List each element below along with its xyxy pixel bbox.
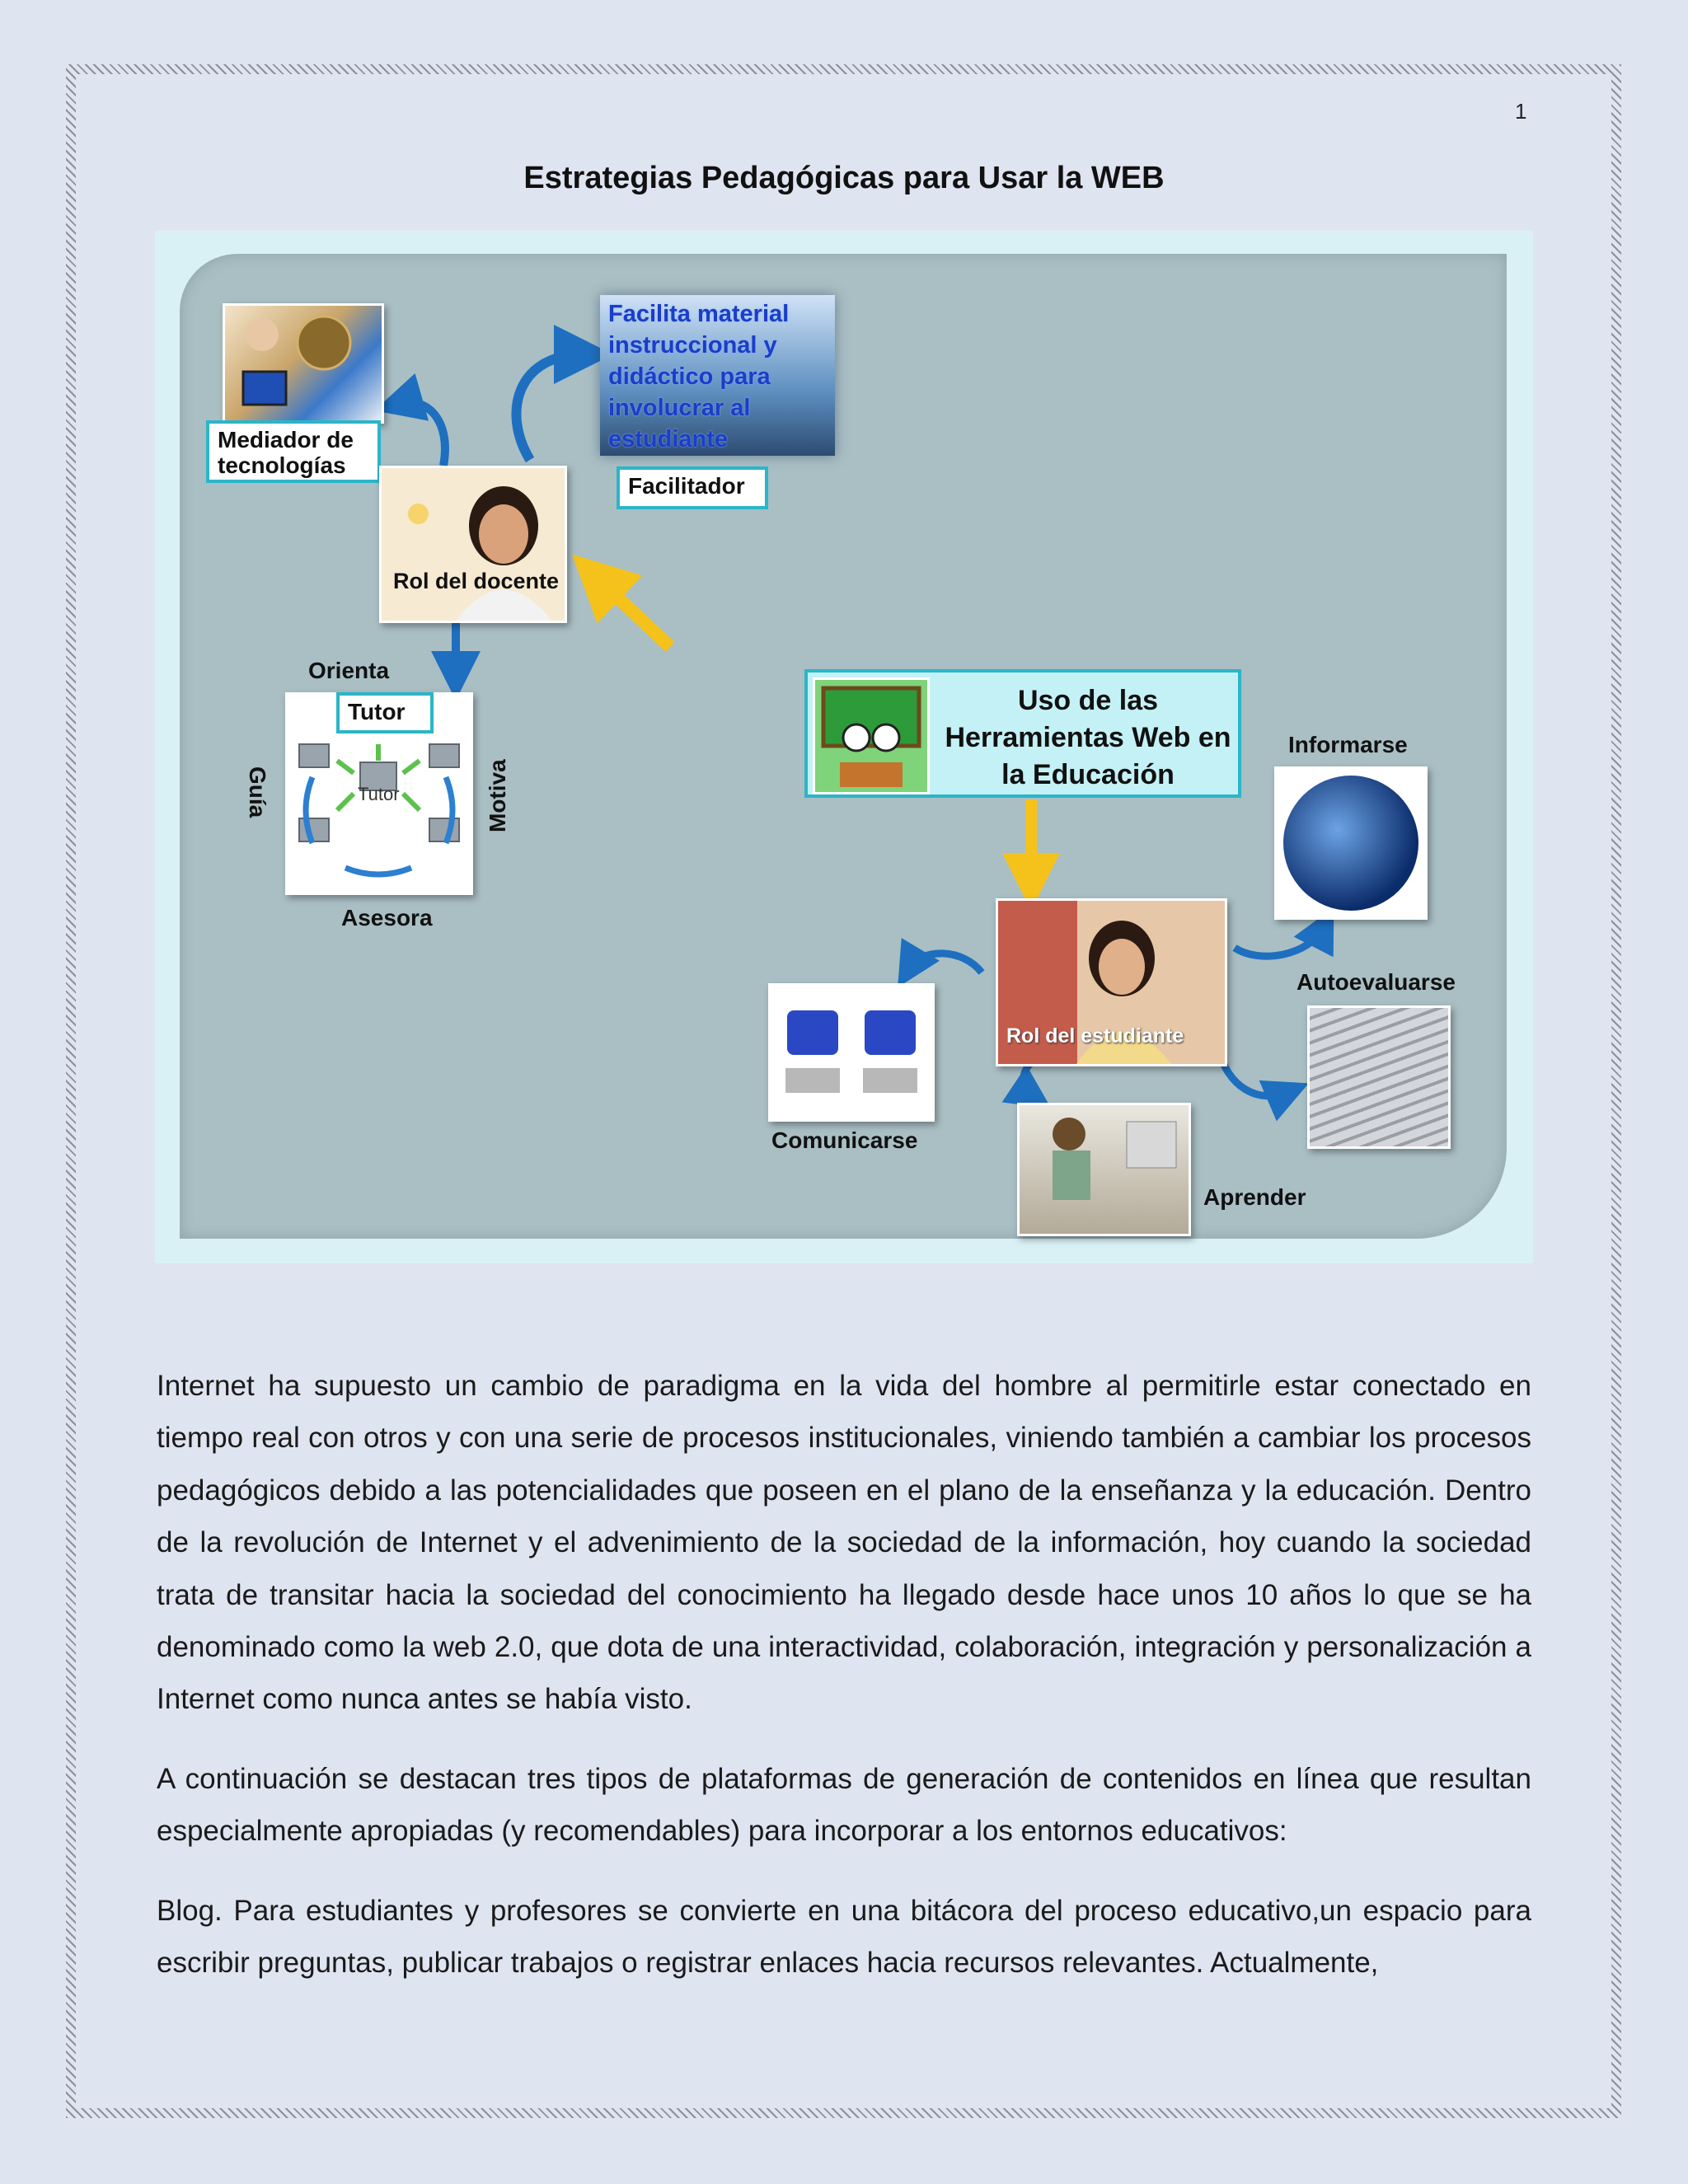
comunicarse-label: Comunicarse — [771, 1127, 918, 1153]
arrow-to-informarse — [1235, 927, 1324, 956]
guia-label: Guía — [245, 766, 270, 818]
estudiante-label: Rol del estudiante — [1006, 1024, 1184, 1047]
concept-diagram — [155, 231, 1533, 1263]
paragraph-2: A continuación se destacan tres tipos de plataformas de generación de contenidos en línea que resultan especialmente apropiadas (y recomendables) para incorporar a los entornos educativos: — [157, 1763, 1531, 1848]
informarse-label: Informarse — [1288, 732, 1408, 757]
orienta-label: Orienta — [308, 658, 390, 683]
center-label: Uso de las Herramientas Web en la Educación — [945, 685, 1231, 790]
page-title: Estrategias Pedagógicas para Usar la WEB — [523, 161, 1165, 195]
comunicarse-image — [768, 983, 935, 1122]
tutor-center-label: Tutor — [358, 784, 400, 804]
autoevaluarse-image — [1307, 1005, 1451, 1149]
aprender-label: Aprender — [1203, 1184, 1306, 1210]
mediador-label: Mediador de tecnologías — [206, 420, 381, 483]
arrow-to-comunicarse — [909, 954, 982, 972]
paragraph-1: Internet ha supuesto un cambio de paradigma en la vida del hombre al permitirle estar conectado en tiempo real con otros y con una serie de procesos institucionales, viniendo también a cambiar los procesos pedagógicos debido a las potencialidades que poseen en el plano de la enseñanza y la educación. Dentro de la revolución de Internet y el advenimiento de la sociedad de la información, hoy cuando la sociedad trata de transitar hacia la sociedad del conocimiento ha llegado desde hace unos 10 años lo que se ha denominado como la web 2.0, que dota de una interactividad, colaboración, integración y personalización a Internet como nunca antes se había visto. — [157, 1370, 1531, 1716]
tutor-label: Tutor — [336, 692, 434, 733]
motiva-label: Motiva — [485, 759, 510, 832]
center-box — [804, 669, 1241, 798]
arrow-center-to-docente — [596, 577, 670, 647]
autoevaluarse-label: Autoevaluarse — [1296, 969, 1456, 995]
teacher-cartoon-icon — [813, 677, 930, 794]
aprender-image — [1017, 1103, 1191, 1236]
asesora-label: Asesora — [341, 905, 433, 930]
facilita-image — [600, 295, 835, 456]
mediador-image — [223, 303, 384, 424]
docente-image — [379, 466, 567, 623]
facilitador-label: Facilitador — [617, 466, 768, 509]
facilita-text: Facilita material instruccional y didáctico para involucrar al estudiante — [608, 301, 790, 452]
docente-label: Rol del docente — [393, 569, 560, 593]
arrow-to-mediador — [398, 402, 445, 466]
estudiante-image — [996, 898, 1227, 1066]
informarse-image — [1274, 766, 1428, 920]
arrow-to-facilita — [516, 354, 584, 460]
paragraph-3: Blog. Para estudiantes y profesores se convierte en una bitácora del proceso educativo,un espacio para escribir preguntas, publicar trabajos o registrar enlaces hacia recursos relevantes. Actualmente, — [157, 1895, 1531, 1980]
arrow-to-aprender — [1024, 1062, 1033, 1096]
arrow-to-autoevaluarse — [1218, 1047, 1288, 1096]
page-number: 1 — [1515, 99, 1527, 124]
